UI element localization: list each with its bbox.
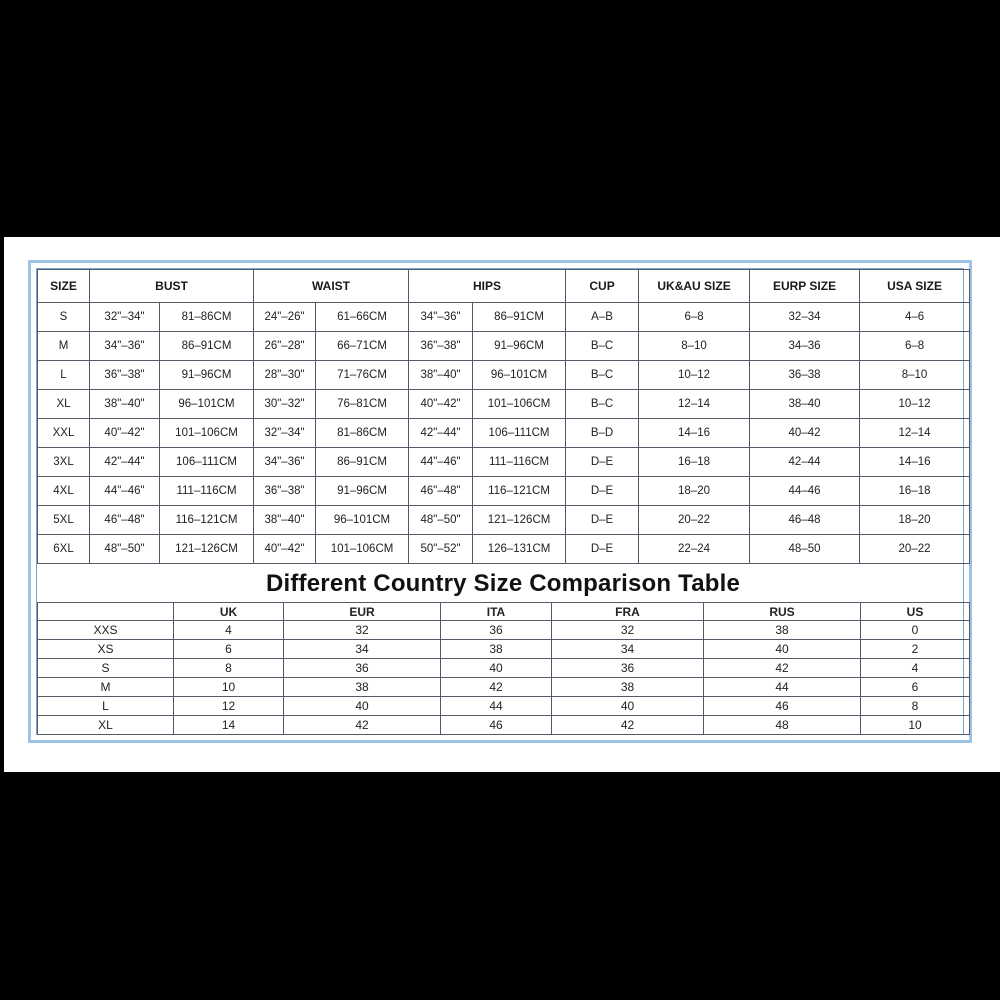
comparison-cell-ita: 38 xyxy=(441,640,552,659)
header-eurp-size: EURP SIZE xyxy=(750,270,860,303)
cell-bust-cm: 91–96CM xyxy=(160,361,254,390)
cell-waist-in: 34"–36" xyxy=(254,448,316,477)
comparison-row xyxy=(38,697,970,716)
cell-waist-in: 28"–30" xyxy=(254,361,316,390)
comparison-cell-uk: 14 xyxy=(174,716,284,735)
comparison-cell-eur: 34 xyxy=(284,640,441,659)
size-chart-row xyxy=(38,303,970,332)
comparison-header-eur: EUR xyxy=(284,603,441,621)
cell-size: 4XL xyxy=(38,477,90,506)
cell-hips-in: 36"–38" xyxy=(409,332,473,361)
cell-bust-in: 48"–50" xyxy=(90,535,160,564)
comparison-cell-uk: 10 xyxy=(174,678,284,697)
cell-bust-cm: 116–121CM xyxy=(160,506,254,535)
comparison-title: Different Country Size Comparison Table xyxy=(265,570,741,597)
comparison-row xyxy=(38,621,970,640)
comparison-header-uk: UK xyxy=(174,603,284,621)
comparison-row xyxy=(38,640,970,659)
comparison-body xyxy=(38,621,970,735)
cell-eurp: 38–40 xyxy=(750,390,860,419)
header-waist: WAIST xyxy=(254,270,409,303)
cell-hips-cm: 101–106CM xyxy=(473,390,566,419)
size-chart-row xyxy=(38,477,970,506)
size-chart-inner xyxy=(36,268,964,735)
cell-ukau: 22–24 xyxy=(639,535,750,564)
cell-ukau: 8–10 xyxy=(639,332,750,361)
comparison-cell-us: 10 xyxy=(861,716,970,735)
comparison-cell-size: S xyxy=(38,659,174,678)
comparison-cell-size: M xyxy=(38,678,174,697)
cell-ukau: 16–18 xyxy=(639,448,750,477)
comparison-cell-fra: 34 xyxy=(552,640,704,659)
cell-eurp: 48–50 xyxy=(750,535,860,564)
cell-waist-cm: 101–106CM xyxy=(316,535,409,564)
comparison-cell-eur: 40 xyxy=(284,697,441,716)
cell-waist-in: 30"–32" xyxy=(254,390,316,419)
header-bust: BUST xyxy=(90,270,254,303)
comparison-cell-uk: 8 xyxy=(174,659,284,678)
cell-hips-cm: 121–126CM xyxy=(473,506,566,535)
comparison-cell-fra: 36 xyxy=(552,659,704,678)
size-chart-header-row xyxy=(38,270,970,303)
cell-cup: B–D xyxy=(566,419,639,448)
comparison-cell-ita: 36 xyxy=(441,621,552,640)
comparison-cell-rus: 40 xyxy=(704,640,861,659)
cell-usa: 12–14 xyxy=(860,419,970,448)
comparison-cell-us: 0 xyxy=(861,621,970,640)
comparison-cell-eur: 32 xyxy=(284,621,441,640)
cell-size: 5XL xyxy=(38,506,90,535)
size-chart-table xyxy=(37,269,970,564)
comparison-cell-ita: 40 xyxy=(441,659,552,678)
cell-ukau: 18–20 xyxy=(639,477,750,506)
header-size: SIZE xyxy=(38,270,90,303)
comparison-cell-ita: 42 xyxy=(441,678,552,697)
cell-ukau: 14–16 xyxy=(639,419,750,448)
comparison-cell-ita: 44 xyxy=(441,697,552,716)
cell-size: 3XL xyxy=(38,448,90,477)
cell-hips-cm: 126–131CM xyxy=(473,535,566,564)
cell-bust-in: 42"–44" xyxy=(90,448,160,477)
comparison-header-fra: FRA xyxy=(552,603,704,621)
size-chart-row xyxy=(38,419,970,448)
cell-usa: 16–18 xyxy=(860,477,970,506)
cell-waist-in: 38"–40" xyxy=(254,506,316,535)
comparison-cell-fra: 40 xyxy=(552,697,704,716)
size-chart-frame xyxy=(28,260,972,743)
comparison-cell-uk: 12 xyxy=(174,697,284,716)
cell-waist-cm: 71–76CM xyxy=(316,361,409,390)
cell-hips-in: 34"–36" xyxy=(409,303,473,332)
cell-cup: B–C xyxy=(566,332,639,361)
comparison-row xyxy=(38,678,970,697)
comparison-cell-us: 4 xyxy=(861,659,970,678)
comparison-header-us: US xyxy=(861,603,970,621)
cell-waist-in: 26"–28" xyxy=(254,332,316,361)
size-chart-row xyxy=(38,448,970,477)
cell-size: XXL xyxy=(38,419,90,448)
cell-hips-in: 48"–50" xyxy=(409,506,473,535)
size-chart-row xyxy=(38,535,970,564)
cell-size: M xyxy=(38,332,90,361)
cell-cup: B–C xyxy=(566,361,639,390)
size-chart-row xyxy=(38,361,970,390)
cell-bust-cm: 81–86CM xyxy=(160,303,254,332)
header-cup: CUP xyxy=(566,270,639,303)
cell-usa: 14–16 xyxy=(860,448,970,477)
cell-waist-cm: 96–101CM xyxy=(316,506,409,535)
cell-size: XL xyxy=(38,390,90,419)
cell-usa: 8–10 xyxy=(860,361,970,390)
header-hips: HIPS xyxy=(409,270,566,303)
cell-size: L xyxy=(38,361,90,390)
cell-waist-in: 24"–26" xyxy=(254,303,316,332)
cell-hips-cm: 96–101CM xyxy=(473,361,566,390)
cell-bust-cm: 101–106CM xyxy=(160,419,254,448)
cell-cup: B–C xyxy=(566,390,639,419)
comparison-row xyxy=(38,659,970,678)
cell-usa: 4–6 xyxy=(860,303,970,332)
size-chart-body xyxy=(38,303,970,564)
cell-eurp: 36–38 xyxy=(750,361,860,390)
cell-waist-cm: 86–91CM xyxy=(316,448,409,477)
cell-eurp: 44–46 xyxy=(750,477,860,506)
cell-eurp: 42–44 xyxy=(750,448,860,477)
cell-waist-in: 40"–42" xyxy=(254,535,316,564)
cell-waist-cm: 81–86CM xyxy=(316,419,409,448)
comparison-cell-size: XL xyxy=(38,716,174,735)
cell-cup: D–E xyxy=(566,535,639,564)
comparison-cell-rus: 48 xyxy=(704,716,861,735)
header-ukau-size: UK&AU SIZE xyxy=(639,270,750,303)
cell-hips-in: 38"–40" xyxy=(409,361,473,390)
comparison-cell-fra: 32 xyxy=(552,621,704,640)
cell-bust-cm: 86–91CM xyxy=(160,332,254,361)
cell-cup: A–B xyxy=(566,303,639,332)
comparison-cell-rus: 44 xyxy=(704,678,861,697)
cell-waist-cm: 91–96CM xyxy=(316,477,409,506)
size-chart-sheet xyxy=(4,237,1000,772)
size-chart-row xyxy=(38,506,970,535)
cell-bust-in: 36"–38" xyxy=(90,361,160,390)
cell-bust-in: 46"–48" xyxy=(90,506,160,535)
cell-hips-cm: 86–91CM xyxy=(473,303,566,332)
cell-bust-cm: 121–126CM xyxy=(160,535,254,564)
comparison-cell-rus: 46 xyxy=(704,697,861,716)
comparison-cell-rus: 42 xyxy=(704,659,861,678)
comparison-cell-size: XS xyxy=(38,640,174,659)
cell-bust-in: 40"–42" xyxy=(90,419,160,448)
cell-hips-cm: 116–121CM xyxy=(473,477,566,506)
comparison-header-rus: RUS xyxy=(704,603,861,621)
cell-bust-cm: 106–111CM xyxy=(160,448,254,477)
cell-cup: D–E xyxy=(566,448,639,477)
cell-waist-in: 36"–38" xyxy=(254,477,316,506)
comparison-cell-us: 6 xyxy=(861,678,970,697)
cell-waist-in: 32"–34" xyxy=(254,419,316,448)
comparison-cell-us: 8 xyxy=(861,697,970,716)
cell-cup: D–E xyxy=(566,477,639,506)
cell-ukau: 10–12 xyxy=(639,361,750,390)
cell-ukau: 12–14 xyxy=(639,390,750,419)
comparison-cell-uk: 4 xyxy=(174,621,284,640)
cell-eurp: 40–42 xyxy=(750,419,860,448)
cell-usa: 18–20 xyxy=(860,506,970,535)
comparison-header-blank xyxy=(38,603,174,621)
size-chart-row xyxy=(38,332,970,361)
cell-size: 6XL xyxy=(38,535,90,564)
cell-bust-in: 44"–46" xyxy=(90,477,160,506)
cell-ukau: 6–8 xyxy=(639,303,750,332)
cell-ukau: 20–22 xyxy=(639,506,750,535)
comparison-cell-fra: 38 xyxy=(552,678,704,697)
cell-hips-cm: 111–116CM xyxy=(473,448,566,477)
comparison-cell-uk: 6 xyxy=(174,640,284,659)
cell-usa: 20–22 xyxy=(860,535,970,564)
cell-eurp: 46–48 xyxy=(750,506,860,535)
cell-hips-cm: 106–111CM xyxy=(473,419,566,448)
cell-bust-in: 32"–34" xyxy=(90,303,160,332)
cell-hips-in: 50"–52" xyxy=(409,535,473,564)
cell-size: S xyxy=(38,303,90,332)
cell-waist-cm: 61–66CM xyxy=(316,303,409,332)
comparison-cell-size: XXS xyxy=(38,621,174,640)
cell-hips-cm: 91–96CM xyxy=(473,332,566,361)
comparison-row xyxy=(38,716,970,735)
comparison-header-ita: ITA xyxy=(441,603,552,621)
comparison-table xyxy=(37,602,970,735)
comparison-cell-us: 2 xyxy=(861,640,970,659)
cell-bust-in: 38"–40" xyxy=(90,390,160,419)
cell-cup: D–E xyxy=(566,506,639,535)
cell-bust-in: 34"–36" xyxy=(90,332,160,361)
cell-bust-cm: 96–101CM xyxy=(160,390,254,419)
comparison-cell-fra: 42 xyxy=(552,716,704,735)
cell-hips-in: 42"–44" xyxy=(409,419,473,448)
cell-usa: 10–12 xyxy=(860,390,970,419)
cell-eurp: 32–34 xyxy=(750,303,860,332)
cell-hips-in: 44"–46" xyxy=(409,448,473,477)
header-usa-size: USA SIZE xyxy=(860,270,970,303)
comparison-cell-eur: 36 xyxy=(284,659,441,678)
comparison-cell-size: L xyxy=(38,697,174,716)
cell-hips-in: 40"–42" xyxy=(409,390,473,419)
comparison-cell-ita: 46 xyxy=(441,716,552,735)
cell-waist-cm: 66–71CM xyxy=(316,332,409,361)
cell-bust-cm: 111–116CM xyxy=(160,477,254,506)
comparison-cell-rus: 38 xyxy=(704,621,861,640)
cell-waist-cm: 76–81CM xyxy=(316,390,409,419)
cell-hips-in: 46"–48" xyxy=(409,477,473,506)
cell-usa: 6–8 xyxy=(860,332,970,361)
comparison-header-row xyxy=(38,603,970,621)
comparison-cell-eur: 42 xyxy=(284,716,441,735)
comparison-cell-eur: 38 xyxy=(284,678,441,697)
size-chart-row xyxy=(38,390,970,419)
cell-eurp: 34–36 xyxy=(750,332,860,361)
